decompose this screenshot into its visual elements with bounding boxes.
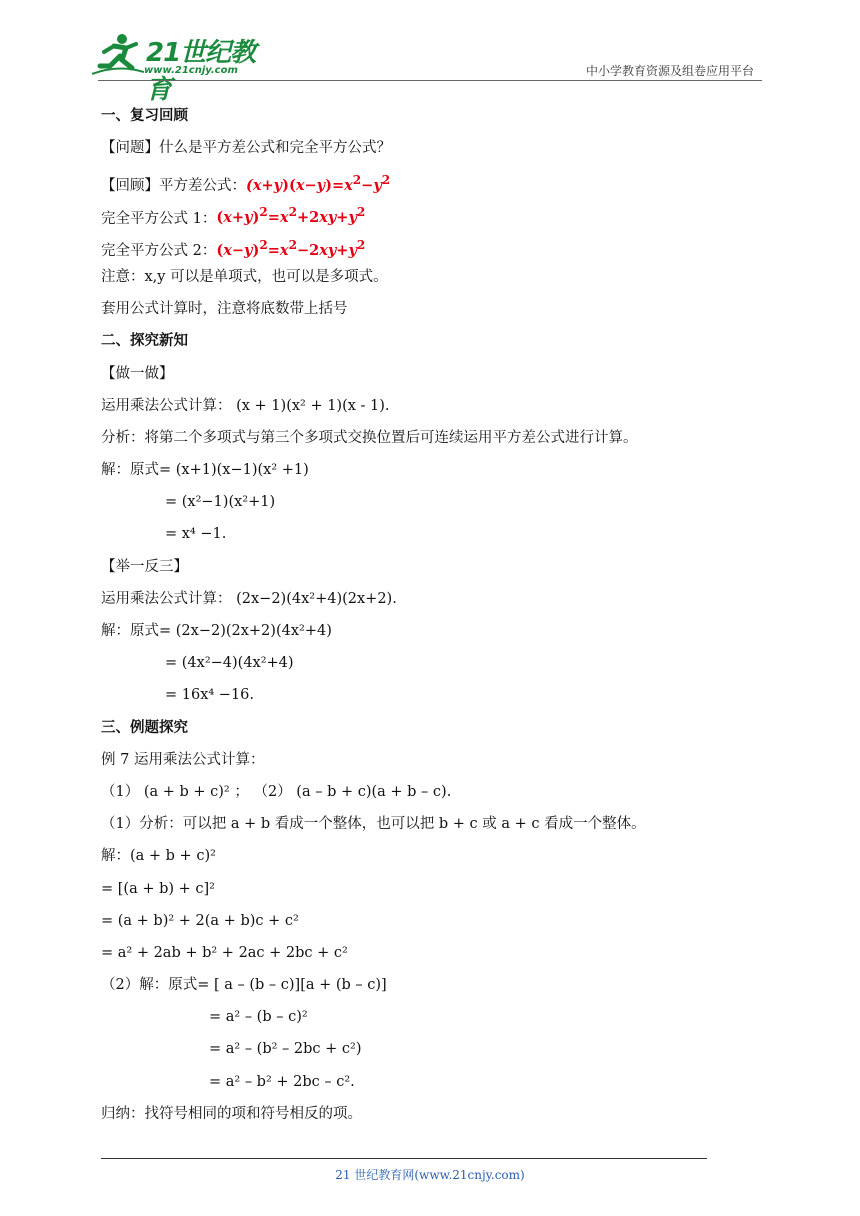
formula-line: 完全平方公式 2：$(x-y)^2=x^2-2xy+y^2$: [101, 237, 366, 259]
solution-line: = [(a + b) + c]²: [101, 880, 215, 897]
document-body: [101, 100, 761, 1130]
section-heading: 一、复习回顾: [101, 107, 188, 124]
header-divider: [98, 80, 762, 81]
text-line: （1） (a + b + c)² ； （2） (a – b + c)(a + b – c).: [101, 783, 452, 800]
text-line: 例 7 运用乘法公式计算：: [101, 751, 265, 768]
text-line: 运用乘法公式计算： (x + 1)(x² + 1)(x - 1).: [101, 397, 390, 414]
text-line: 【举一反三】: [101, 558, 188, 575]
runner-logo-icon: [92, 32, 144, 78]
formula-line: 【回顾】平方差公式：$(x+y)(x-y)=x^2-y^2$: [101, 173, 391, 195]
logo: [92, 32, 262, 105]
solution-line: = a² + 2ab + b² + 2ac + 2bc + c²: [101, 944, 348, 961]
solution-line: = (a + b)² + 2(a + b)c + c²: [101, 912, 299, 929]
text-line: 注意：x,y 可以是单项式，也可以是多项式。: [101, 268, 388, 285]
text-line: 套用公式计算时，注意将底数带上括号: [101, 301, 348, 318]
text-line: 运用乘法公式计算： (2x−2)(4x²+4)(2x+2).: [101, 590, 397, 607]
text-line: 【问题】什么是平方差公式和完全平方公式？: [101, 140, 391, 157]
section-heading: 二、探究新知: [101, 332, 188, 350]
section-heading: 三、例题探究: [101, 718, 188, 736]
text-line: 归纳：找符号相同的项和符号相反的项。: [101, 1105, 362, 1122]
solution-line: = 16x⁴ −16.: [165, 687, 255, 704]
logo-url: www.21cnjy.com: [144, 65, 238, 76]
solution-line: 解：原式= (x+1)(x−1)(x² +1): [101, 462, 309, 479]
solution-line: = x⁴ −1.: [165, 526, 227, 543]
solution-line: = a² – b² + 2bc – c².: [209, 1073, 355, 1090]
solution-line: 解：原式= (2x−2)(2x+2)(4x²+4): [101, 623, 332, 639]
solution-line: = a² – (b – c)²: [209, 1009, 308, 1026]
formula-line: 完全平方公式 1：$(x+y)^2=x^2+2xy+y^2$: [101, 205, 366, 227]
solution-line: （2）解：原式= [ a – (b – c)][a + (b – c)]: [101, 977, 387, 994]
solution-line: = (x²−1)(x²+1): [165, 494, 276, 511]
text-line: 【做一做】: [101, 365, 174, 382]
solution-line: = a² – (b² – 2bc + c²): [209, 1041, 362, 1058]
text-line: 分析：将第二个多项式与第三个多项式交换位置后可连续运用平方差公式进行计算。: [101, 429, 638, 446]
header-tagline: 中小学教育资源及组卷应用平台: [585, 64, 754, 78]
logo-text: 21世纪教育: [146, 38, 256, 105]
text-line: （1）分析：可以把 a + b 看成一个整体，也可以把 b + c 或 a + c 看成一个整体。: [101, 816, 646, 833]
solution-line: 解：(a + b + c)²: [101, 848, 216, 865]
solution-line: = (4x²−4)(4x²+4): [165, 655, 294, 672]
page-header: [0, 0, 860, 105]
footer-divider: [101, 1158, 707, 1159]
footer-link[interactable]: 21 世纪教育网(www.21cnjy.com): [335, 1168, 525, 1182]
